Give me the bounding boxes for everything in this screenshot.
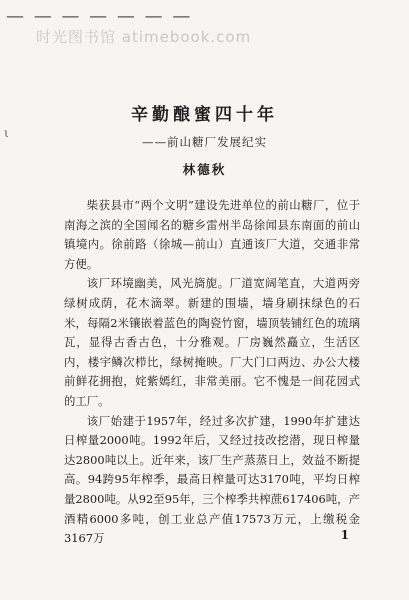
top-rule-dashes: — — — — — — — (6, 6, 193, 27)
article-body (64, 196, 360, 549)
page-number: 1 (340, 528, 349, 542)
paragraph: 该厂始建于1957年，经过多次扩建，1990年扩建达日榨量2000吨。1992年后，又经过技改挖潜，现日榨量达2800吨以上。近年来，该厂生产蒸蒸日上，效益不断提高。94跨95年榨季，最高日榨量可达3170吨，平均日榨量2800吨。从92至95年，三个榨季共榨蔗617406吨，产酒精6000多吨，创工业总产值17573万元，上缴税金3167万 (64, 413, 360, 546)
watermark: 时光图书馆 atimebook.com (36, 28, 252, 46)
paragraph: 柴获县市“两个文明”建设先进单位的前山糖厂，位于南海之滨的全国闻名的糖乡雷州半岛徐闻县东南面的前山镇境内。徐前路（徐城—前山）直通该厂大道，交通非常方便。 (64, 198, 360, 271)
paragraph: 该厂环境幽美，风光旖旎。厂道宽阔笔直，大道两旁绿树成荫，花木滴翠。新建的围墙，墙身刷抹绿色的石米，每隔2米镶嵌着蓝色的陶瓷竹窗，墙顶装铺红色的琉璃瓦，显得古香古色，十分雅观。厂房巍然矗立，生活区内，楼宇鳞次栉比，绿树掩映。厂大门口两边、办公大楼前鲜花拥抱，姹紫嫣红，非常美丽。它不愧是一间花园式的工厂。 (64, 276, 360, 408)
article-title: 辛勤酿蜜四十年 (131, 105, 278, 125)
article-subtitle: ——前山糖厂发展纪实 (142, 135, 267, 149)
margin-mark: ι (4, 126, 9, 140)
article-author: 林德秋 (182, 162, 227, 177)
